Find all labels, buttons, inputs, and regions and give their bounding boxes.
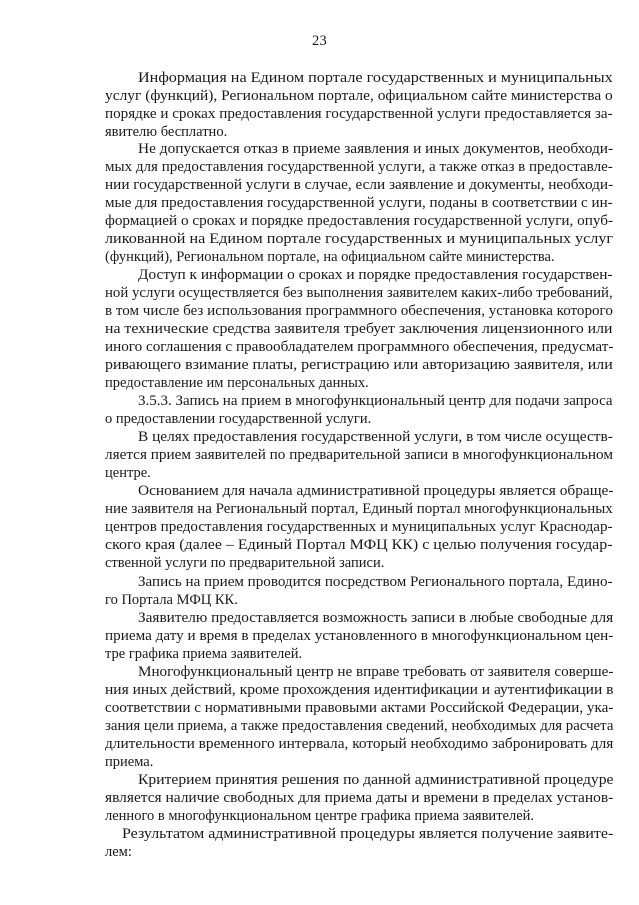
text-line: предоставление им персональных данных. xyxy=(105,375,369,391)
text-line: Заявителю предоставляется возможность записи в любые свободные для xyxy=(138,610,614,626)
text-line: о предоставлении государственной услуги. xyxy=(105,411,372,427)
text-line: Доступ к информации о сроках и порядке предоставления государствен- xyxy=(138,267,613,283)
text-line: нии государственной услуги в случае, если заявление и документы, необходи- xyxy=(105,177,614,193)
text-line: Результатом административной процедуры является получение заявите- xyxy=(122,826,614,842)
text-line: ния иных действий, кроме прохождения идентификации и аутентификации в xyxy=(105,682,614,698)
text-line: является наличие свободных для приема даты и времени в пределах установ- xyxy=(105,790,614,806)
text-line: в том числе без использования программного обеспечения, установка которого xyxy=(105,303,613,319)
text-line: приема. xyxy=(105,754,154,770)
text-line: Основанием для начала административной процедуры является обраще- xyxy=(138,483,614,499)
text-line: ленного в многофункциональном центре графика приема заявителей. xyxy=(105,808,535,824)
text-line: Информация на Едином портале государственных и муниципальных xyxy=(138,70,613,86)
text-line: иного соглашения с правообладателем программного обеспечения, предусмат- xyxy=(105,339,614,355)
text-line: Критерием принятия решения по данной административной процедуре xyxy=(138,772,614,788)
text-line: на технические средства заявителя требует заключения лицензионного или xyxy=(105,321,613,337)
text-line: ние заявителя на Региональный портал, Единый портал многофункциональных xyxy=(105,501,613,517)
text-line: ственной услуги по предварительной записи. xyxy=(105,555,385,571)
text-line: лем: xyxy=(105,844,132,860)
text-line: В целях предоставления государственной услуги, в том числе осуществ- xyxy=(138,429,613,445)
text-line: (функций), Региональном портале, на официальном сайте министерства. xyxy=(105,249,555,265)
text-line: услуг (функций), Региональном портале, официальном сайте министерства о xyxy=(105,88,613,104)
text-line: 3.5.3. Запись на прием в многофункциональный центр для подачи запроса xyxy=(138,393,613,409)
text-line: Многофункциональный центр не вправе требовать от заявителя соверше- xyxy=(138,664,614,680)
text-line: мые для предоставления государственной услуги, поданы в соответствии с ин- xyxy=(105,195,613,211)
text-line: ского края (далее – Единый Портал МФЦ КК) с целью получения государ- xyxy=(105,537,613,553)
text-line: тре графика приема заявителей. xyxy=(105,646,303,662)
text-line: соответствии с нормативными правовыми актами Российской Федерации, ука- xyxy=(105,700,614,716)
text-line: ликованной на Едином портале государственных и муниципальных услуг xyxy=(105,231,614,247)
text-line: длительности временного интервала, который необходимо забронировать для xyxy=(105,736,614,752)
text-line: центров предоставления государственных и муниципальных услуг Краснодар- xyxy=(105,519,613,535)
text-line: порядке и сроках предоставления государственной услуги предоставляется за- xyxy=(105,106,613,122)
text-line: мых для предоставления государственной услуги, а также отказ в предоставле- xyxy=(105,159,613,175)
page-number: 23 xyxy=(312,33,327,49)
text-line: зания цели приема, а также предоставления сведений, необходимых для расчета xyxy=(105,718,614,734)
text-line: явителю бесплатно. xyxy=(105,124,228,140)
text-line: Не допускается отказ в приеме заявления и иных документов, необходи- xyxy=(138,141,614,157)
text-line: ляется прием заявителей по предварительной записи в многофункциональном xyxy=(105,447,613,463)
text-line: ривающего взимание платы, регистрацию или авторизацию заявителя, или xyxy=(105,357,613,373)
text-line: Запись на прием проводится посредством Регионального портала, Едино- xyxy=(138,574,613,590)
text-line: го Портала МФЦ КК. xyxy=(105,592,238,608)
text-line: центре. xyxy=(105,465,151,481)
text-line: ной услуги осуществляется без выполнения заявителем каких-либо требований, xyxy=(105,285,613,301)
text-line: приема дату и время в пределах установленного в многофункциональном цен- xyxy=(105,628,614,644)
text-line: формацией о сроках и порядке предоставления государственной услуги, опуб- xyxy=(105,213,614,229)
